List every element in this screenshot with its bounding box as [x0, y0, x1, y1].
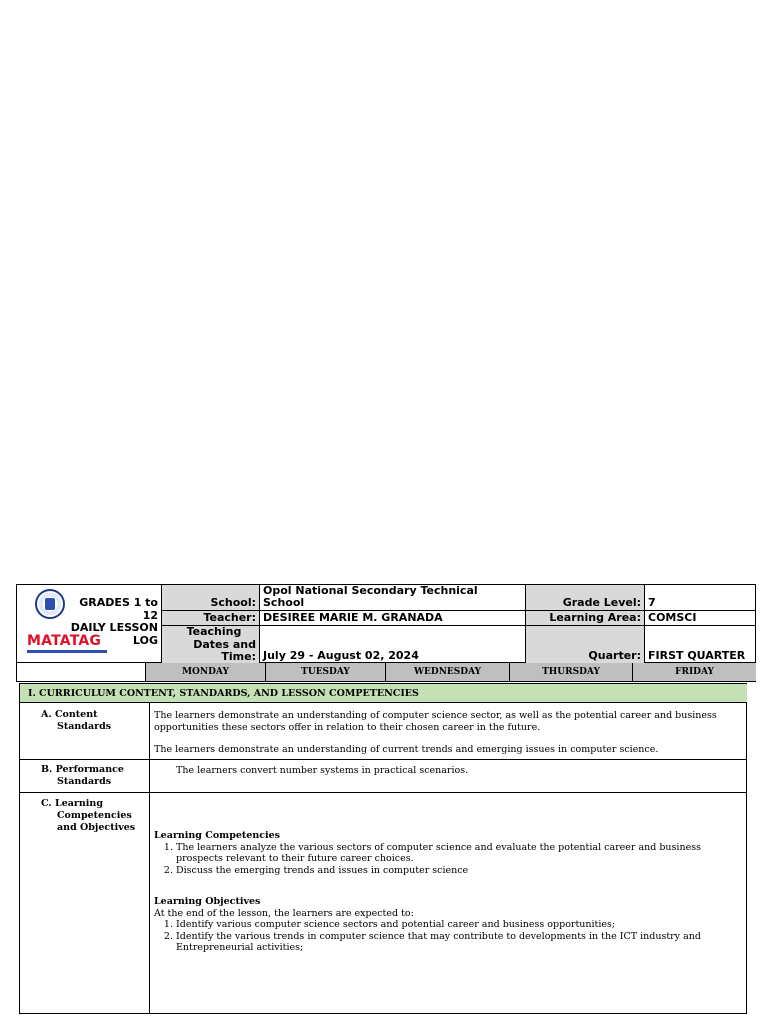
dates-label-line-3: Time:: [221, 650, 256, 663]
matatag-tagline-icon: [27, 650, 107, 653]
competencies-label-2: Competencies: [57, 810, 132, 821]
matatag-logo: MATATAG: [27, 633, 102, 649]
weekday-row: [16, 663, 756, 682]
performance-standards-label-1: B. Performance: [41, 764, 124, 775]
competencies-content: [154, 830, 741, 954]
dates-label-line-2: Dates and: [193, 637, 256, 651]
performance-standards-label-2: Standards: [57, 776, 112, 787]
learning-area-label: Learning Area:: [526, 611, 645, 626]
content-standards-label-1: A. Content: [41, 709, 98, 720]
dates-label: [162, 626, 260, 663]
day-tuesday: TUESDAY: [266, 663, 386, 681]
weekday-blank-cell: [17, 663, 146, 681]
school-value-line-1: Opol National Secondary Technical: [263, 584, 478, 597]
performance-standards-row: [20, 760, 747, 793]
list-item: 2. Identify the various trends in computer science that may contribute to developments in the ICT industry and Entrepreneurial activities;: [176, 931, 741, 954]
quarter-value: FIRST QUARTER: [648, 649, 746, 662]
day-friday: FRIDAY: [633, 663, 756, 681]
competencies-list: [154, 842, 741, 877]
content-standards-label: [20, 703, 150, 759]
performance-standards-text: The learners convert number systems in practical scenarios.: [176, 765, 469, 776]
competencies-label-3: and Objectives: [57, 822, 136, 833]
title-line-4: LOG: [133, 633, 158, 647]
competencies-label-1: C. Learning: [41, 798, 103, 809]
day-monday: MONDAY: [146, 663, 266, 681]
list-item: 1. The learners analyze the various sectors of computer science and evaluate the potential career and business prospects relevant to their future career choices.: [176, 842, 741, 865]
quarter-label: Quarter:: [526, 626, 645, 663]
grade-level-label: Grade Level:: [526, 585, 645, 611]
school-label: School:: [162, 585, 260, 611]
objectives-list: [154, 919, 741, 954]
school-value-line-2: School: [263, 596, 305, 609]
title-line-3: DAILY LESSON: [70, 621, 158, 634]
curriculum-section: [19, 683, 747, 1014]
objectives-heading: Learning Objectives: [154, 896, 261, 907]
competencies-row: [20, 793, 747, 1014]
list-item: 2. Discuss the emerging trends and issues in computer science: [176, 865, 741, 877]
section-title: I. CURRICULUM CONTENT, STANDARDS, AND LESSON COMPETENCIES: [20, 684, 747, 703]
list-item: 1. Identify various computer science sectors and potential career and business opportunities;: [176, 919, 741, 931]
objectives-intro: At the end of the lesson, the learners are expected to:: [154, 907, 414, 919]
competencies-heading: Learning Competencies: [154, 830, 281, 841]
dates-value: July 29 - August 02, 2024: [260, 626, 526, 663]
learning-area-value: COMSCI: [645, 611, 756, 626]
content-standards-text: [154, 710, 741, 756]
title-cell: [17, 585, 162, 663]
grade-level-value: 7: [645, 585, 756, 611]
competencies-label: [20, 793, 150, 1014]
header-table: [16, 584, 756, 663]
performance-standards-label: [20, 760, 150, 792]
content-standards-label-2: Standards: [57, 721, 112, 732]
school-value: [260, 585, 526, 611]
deped-seal-icon: [35, 589, 65, 619]
dates-label-line-1: Teaching: [186, 625, 242, 638]
title-line-1: GRADES 1 to: [79, 596, 158, 609]
content-standards-p1: The learners demonstrate an understanding of computer science sector, as well as the potential career and business opportunities these sectors offer in relation to their chosen career in the future.: [154, 710, 717, 733]
day-wednesday: WEDNESDAY: [386, 663, 510, 681]
title-line-2: 12: [142, 608, 158, 622]
teacher-label: Teacher:: [162, 611, 260, 626]
day-thursday: THURSDAY: [510, 663, 633, 681]
teacher-value: DESIREE MARIE M. GRANADA: [260, 611, 526, 626]
content-standards-p2: The learners demonstrate an understanding of current trends and emerging issues in computer science.: [154, 744, 659, 755]
content-standards-row: [20, 703, 747, 760]
